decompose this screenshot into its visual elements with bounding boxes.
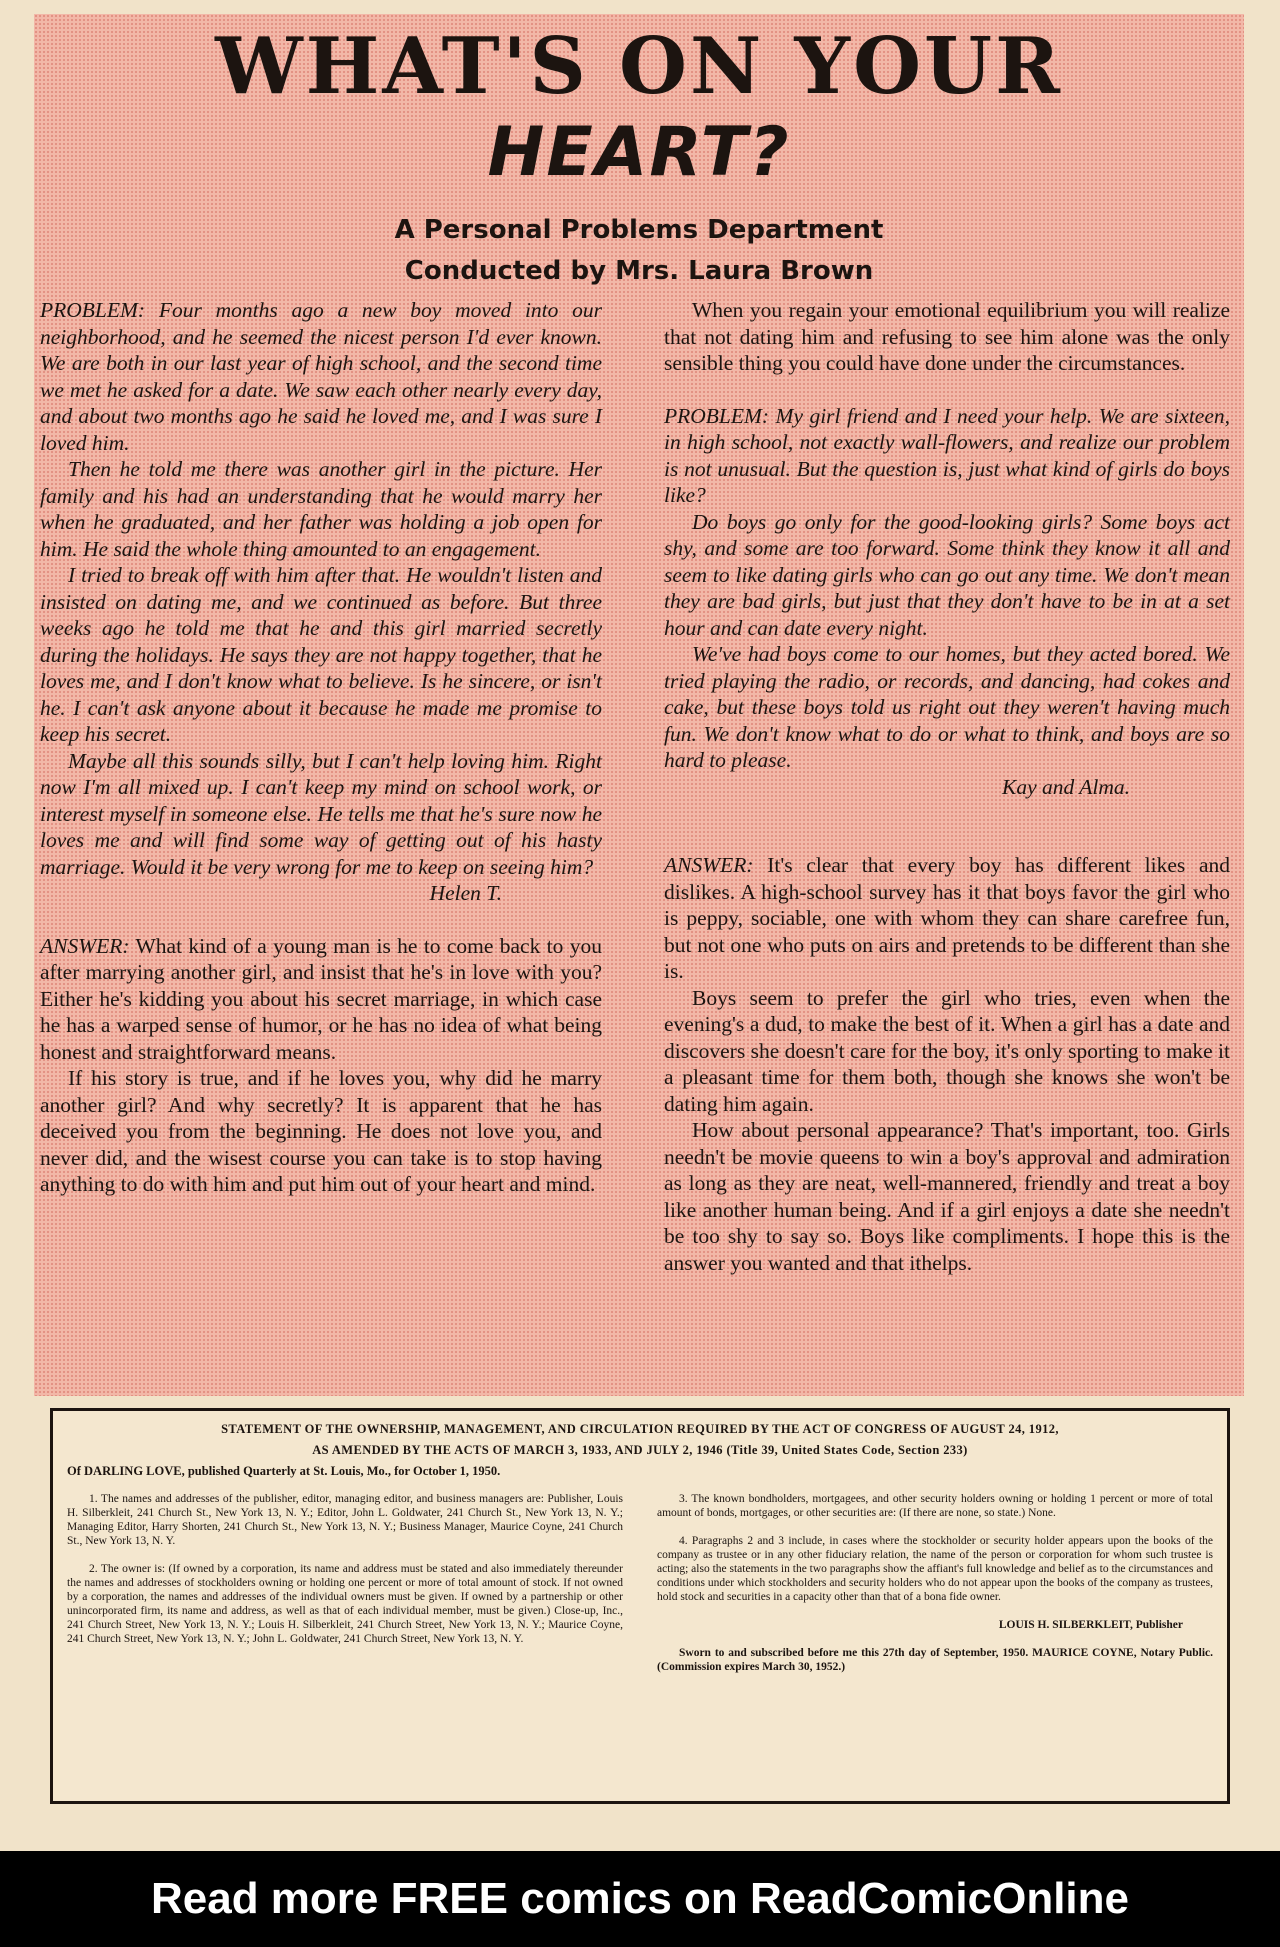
- statement-paragraph-3: 3. The known bondholders, mortgagees, and other security holders owning or holding 1 percent or more of total amount of bonds, mortgages, or other securities are: (If there are none, so state.) None.: [657, 1493, 1213, 1519]
- page-title-heart: HEART?: [487, 113, 791, 192]
- problem-label: PROBLEM:: [664, 403, 770, 428]
- letter1-paragraph: Maybe all this sounds silly, but I can't help loving him. Right now I'm all mixed up. I can't keep my mind on school work, or interest myself in someone else. He tells me that he's sure now he loves me and will find some way of getting out of his hasty marriage. Would it be very wrong for me to keep on seeing him?: [40, 748, 602, 879]
- statement-columns: [67, 1492, 1213, 1688]
- answer1-paragraph: When you regain your emotional equilibrium you will realize that not dating him and refusing to see him alone was the only sensible thing you could have done under the circumstances.: [664, 298, 1230, 375]
- answer2-paragraph: Boys seem to prefer the girl who tries, even when the evening's a dud, to make the best of it. When a girl has a date and discovers she doesn't care for the boy, it's only sporting to make it a pleasant time for them both, though she knows she won't be dating him again.: [664, 985, 1230, 1116]
- conductor-byline: Conducted by Mrs. Laura Brown: [404, 256, 874, 286]
- letter2-paragraph: We've had boys come to our homes, but they acted bored. We tried playing the radio, or records, and dancing, had cokes and cake, but these boys told us right out they weren't having much fun. We don't know what to do or what to think, and boys are so hard to please.: [664, 642, 1230, 772]
- statement-heading-line2: AS AMENDED BY THE ACTS OF MARCH 3, 1933, AND JULY 2, 1946 (Title 39, United States Code, Section 233): [312, 1443, 968, 1457]
- statement-paragraph-1: 1. The names and addresses of the publisher, editor, managing editor, and business managers are: Publisher, Louis H. Silberkleit, 241 Church St., New York 13, N. Y.; Editor, John L. Goldwater, 241 Church St., New York 13, N. Y.; Managing Editor, Harry Shorten, 241 Church St., New York 13, N. Y.; Business Manager, Maurice Coyne, 241 Church St., New York 13, N. Y.: [67, 1493, 623, 1547]
- answer2-paragraph: ANSWER: It's clear that every boy has different likes and dislikes. A high-school survey has it that boys favor the girl who is peppy, sociable, one with whom they can share carefree fun, but not one who puts on airs and pretends to be different than she is.: [664, 853, 1230, 983]
- read-more-banner[interactable]: Read more FREE comics on ReadComicOnline: [0, 1851, 1280, 1947]
- letter1-paragraph: PROBLEM: Four months ago a new boy moved into our neighborhood, and he seemed the nicest person I'd ever known. We are both in our last year of high school, and the second time we met he asked for a date. We saw each other nearly every day, and about two months ago he said he loved me, and I was sure I loved him.: [40, 298, 603, 455]
- statement-heading-line1: STATEMENT OF THE OWNERSHIP, MANAGEMENT, AND CIRCULATION REQUIRED BY THE ACT OF CONGRESS OF AUGUST 24, 1912,: [221, 1422, 1059, 1436]
- letter2-paragraph: PROBLEM: My girl friend and I need your help. We are sixteen, in high school, not exactly wall-flowers, and realize our problem is not unusual. But the question is, just what kind of girls do boys like?: [664, 403, 1231, 507]
- ownership-statement-box: [50, 1408, 1230, 1804]
- problem-label: PROBLEM:: [40, 298, 146, 322]
- answer2-paragraph: How about personal appearance? That's important, too. Girls needn't be movie queens to win a boy's approval and admiration as long as they are neat, well-mannered, friendly and treat a boy like another human being. And if a girl enjoys a date she needn't be too shy to say so. Boys like compliments. I hope this is the answer you wanted and that ithelps.: [664, 1118, 1230, 1275]
- statement-paragraph-2: 2. The owner is: (If owned by a corporation, its name and address must be stated and also immediately thereunder the names and addresses of stockholders owning or holding one percent or more of total amount of stock. If not owned by a corporation, the names and addresses of the individual owners must be given. If owned by a partnership or other unincorporated firm, its name and address, as well as that of each individual member, must be given.) Close-up, Inc., 241 Church Street, New York 13, N. Y.; Louis H. Silberkleit, 241 Church Street, New York 13, N. Y.; Maurice Coyne, 241 Church Street, New York 13, N. Y.; John L. Goldwater, 241 Church Street, New York 13, N. Y.: [67, 1563, 623, 1645]
- letter2-paragraph: Do boys go only for the good-looking girls? Some boys act shy, and some are too forward. Some think they know it all and seem to like dating girls who can go out any time. We don't mean they are bad girls, but just that they don't have to be in at a set hour and can date every night.: [664, 509, 1230, 640]
- statement-publisher-signature: LOUIS H. SILBERKLEIT, Publisher: [998, 1619, 1183, 1631]
- right-column: [664, 297, 1230, 1276]
- left-column: [40, 297, 602, 1198]
- statement-sworn-notary: Sworn to and subscribed before me this 27th day of September, 1950. MAURICE COYNE, Notary Public. (Commission expires March 30, 1952.): [657, 1647, 1213, 1673]
- statement-right-column: [657, 1492, 1213, 1688]
- answer1-paragraph: If his story is true, and if he loves you, why did he marry another girl? And why secretly? It is apparent that he has deceived you from the beginning. He does not love you, and never did, and the wisest course you can take is to stop having anything to do with him and put him out of your heart and mind.: [40, 1066, 602, 1196]
- answer-label: ANSWER:: [40, 933, 130, 958]
- letter1-paragraph: Then he told me there was another girl in the picture. Her family and his had an understanding that he would marry her when he graduated, and her father was holding a job open for him. He said the whole thing amounted to an engagement.: [40, 457, 602, 561]
- letter1-paragraph: I tried to break off with him after that. He wouldn't listen and insisted on dating me, and we continued as before. But three weeks ago he told me that he and this girl married secretly during the holidays. He says they are not happy together, that he loves me, and I don't know what to believe. Is he sincere, or isn't he. I can't ask anyone about it because he made me promise to keep his secret.: [40, 563, 602, 746]
- answer-label: ANSWER:: [664, 853, 754, 877]
- letter1-signature: Helen T.: [429, 881, 502, 905]
- statement-paragraph-4: 4. Paragraphs 2 and 3 include, in cases where the stockholder or security holder appears upon the books of the company as trustee or in any other fiduciary relation, the name of the person or corporation for whom such trustee is acting; also the statements in the two paragraphs show the affiant's full knowledge and belief as to the circumstances and conditions under which stockholders and security holders who do not appear upon the books of the company as trustees, hold stock and securities in a capacity other than that of a bona fide owner.: [657, 1535, 1213, 1603]
- statement-left-column: [67, 1492, 623, 1688]
- statement-publication-line: Of DARLING LOVE, published Quarterly at St. Louis, Mo., for October 1, 1950.: [67, 1464, 501, 1478]
- department-subtitle: A Personal Problems Department: [394, 215, 884, 245]
- page-title: WHAT'S ON YOUR: [215, 21, 1063, 112]
- letter2-signature: Kay and Alma.: [1001, 774, 1130, 799]
- answer1-paragraph: ANSWER: What kind of a young man is he to come back to you after marrying another girl, and insist that he's in love with you? Either he's kidding you about his secret marriage, in which case he has a warped sense of humor, or he has no idea of what being honest and straightforward means.: [40, 933, 602, 1064]
